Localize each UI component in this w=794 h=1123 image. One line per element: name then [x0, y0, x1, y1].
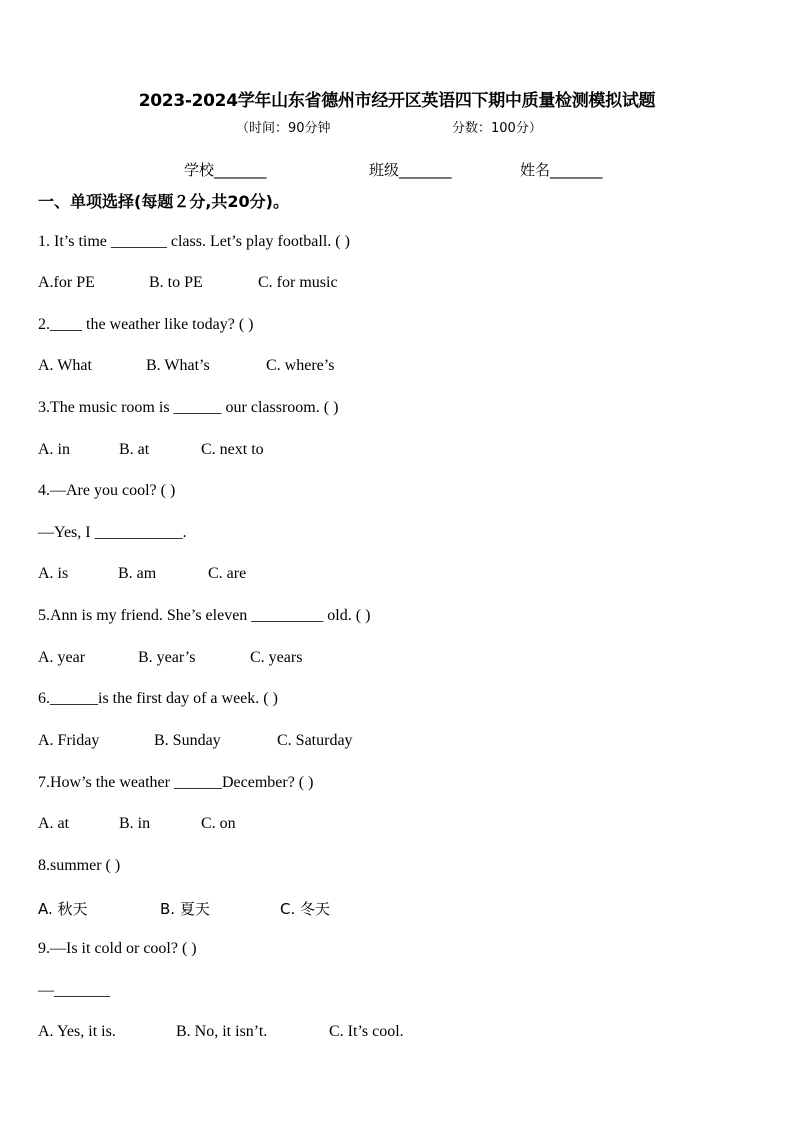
- q8-option-a: A. 秋天: [38, 900, 88, 918]
- class-field: 班级_______: [369, 161, 452, 179]
- q4-option-a: A. is: [38, 565, 69, 582]
- q3-option-b: B. at: [119, 441, 150, 458]
- q3-option-a: A. in: [38, 441, 70, 458]
- question-9: 9.—Is it cold or cool? ( ): [38, 940, 197, 957]
- name-field: 姓名_______: [520, 161, 603, 179]
- q7-option-c: C. on: [201, 815, 236, 832]
- exam-title: 2023-2024学年山东省德州市经开区英语四下期中质量检测模拟试题: [138, 91, 656, 111]
- q9-option-c: C. It’s cool.: [329, 1023, 404, 1040]
- question-2: 2.____ the weather like today? ( ): [38, 316, 254, 333]
- question-7: 7.How’s the weather ______December? ( ): [38, 774, 314, 791]
- q1-option-b: B. to PE: [149, 274, 203, 291]
- q6-option-c: C. Saturday: [277, 732, 353, 749]
- q5-option-c: C. years: [250, 649, 303, 666]
- question-5: 5.Ann is my friend. She’s eleven _________ old. ( ): [38, 607, 371, 624]
- q5-option-b: B. year’s: [138, 649, 196, 666]
- q4-option-c: C. are: [208, 565, 247, 582]
- question-8: 8.summer ( ): [38, 857, 121, 874]
- q6-option-a: A. Friday: [38, 732, 100, 749]
- q6-option-b: B. Sunday: [154, 732, 221, 749]
- question-3: 3.The music room is ______ our classroom. ( ): [38, 399, 339, 416]
- q9-option-b: B. No, it isn’t.: [176, 1023, 268, 1040]
- q2-option-c: C. where’s: [266, 357, 335, 374]
- q8-option-b: B. 夏天: [160, 900, 210, 918]
- question-9-answer-line: —_______: [38, 982, 110, 999]
- question-6: 6.______is the first day of a week. ( ): [38, 690, 278, 707]
- q9-option-a: A. Yes, it is.: [38, 1023, 116, 1040]
- question-1: 1. It’s time _______ class. Let’s play football. ( ): [38, 233, 350, 250]
- q2-option-b: B. What’s: [146, 357, 210, 374]
- q8-option-c: C. 冬天: [280, 900, 331, 918]
- q3-option-c: C. next to: [201, 441, 264, 458]
- q4-option-b: B. am: [118, 565, 157, 582]
- exam-score: 分数：100分）: [452, 121, 542, 136]
- section-heading: 一、单项选择(每题２分,共20分)。: [38, 192, 289, 211]
- question-4: 4.—Are you cool? ( ): [38, 482, 176, 499]
- q1-option-a: A.for PE: [38, 274, 95, 291]
- q2-option-a: A. What: [38, 357, 92, 374]
- q5-option-a: A. year: [38, 649, 86, 666]
- q7-option-a: A. at: [38, 815, 70, 832]
- q7-option-b: B. in: [119, 815, 151, 832]
- exam-time: （时间：90分钟: [236, 121, 331, 136]
- question-4-answer-line: —Yes, I ___________.: [38, 524, 187, 541]
- q1-option-c: C. for music: [258, 274, 338, 291]
- school-field: 学校_______: [184, 161, 267, 179]
